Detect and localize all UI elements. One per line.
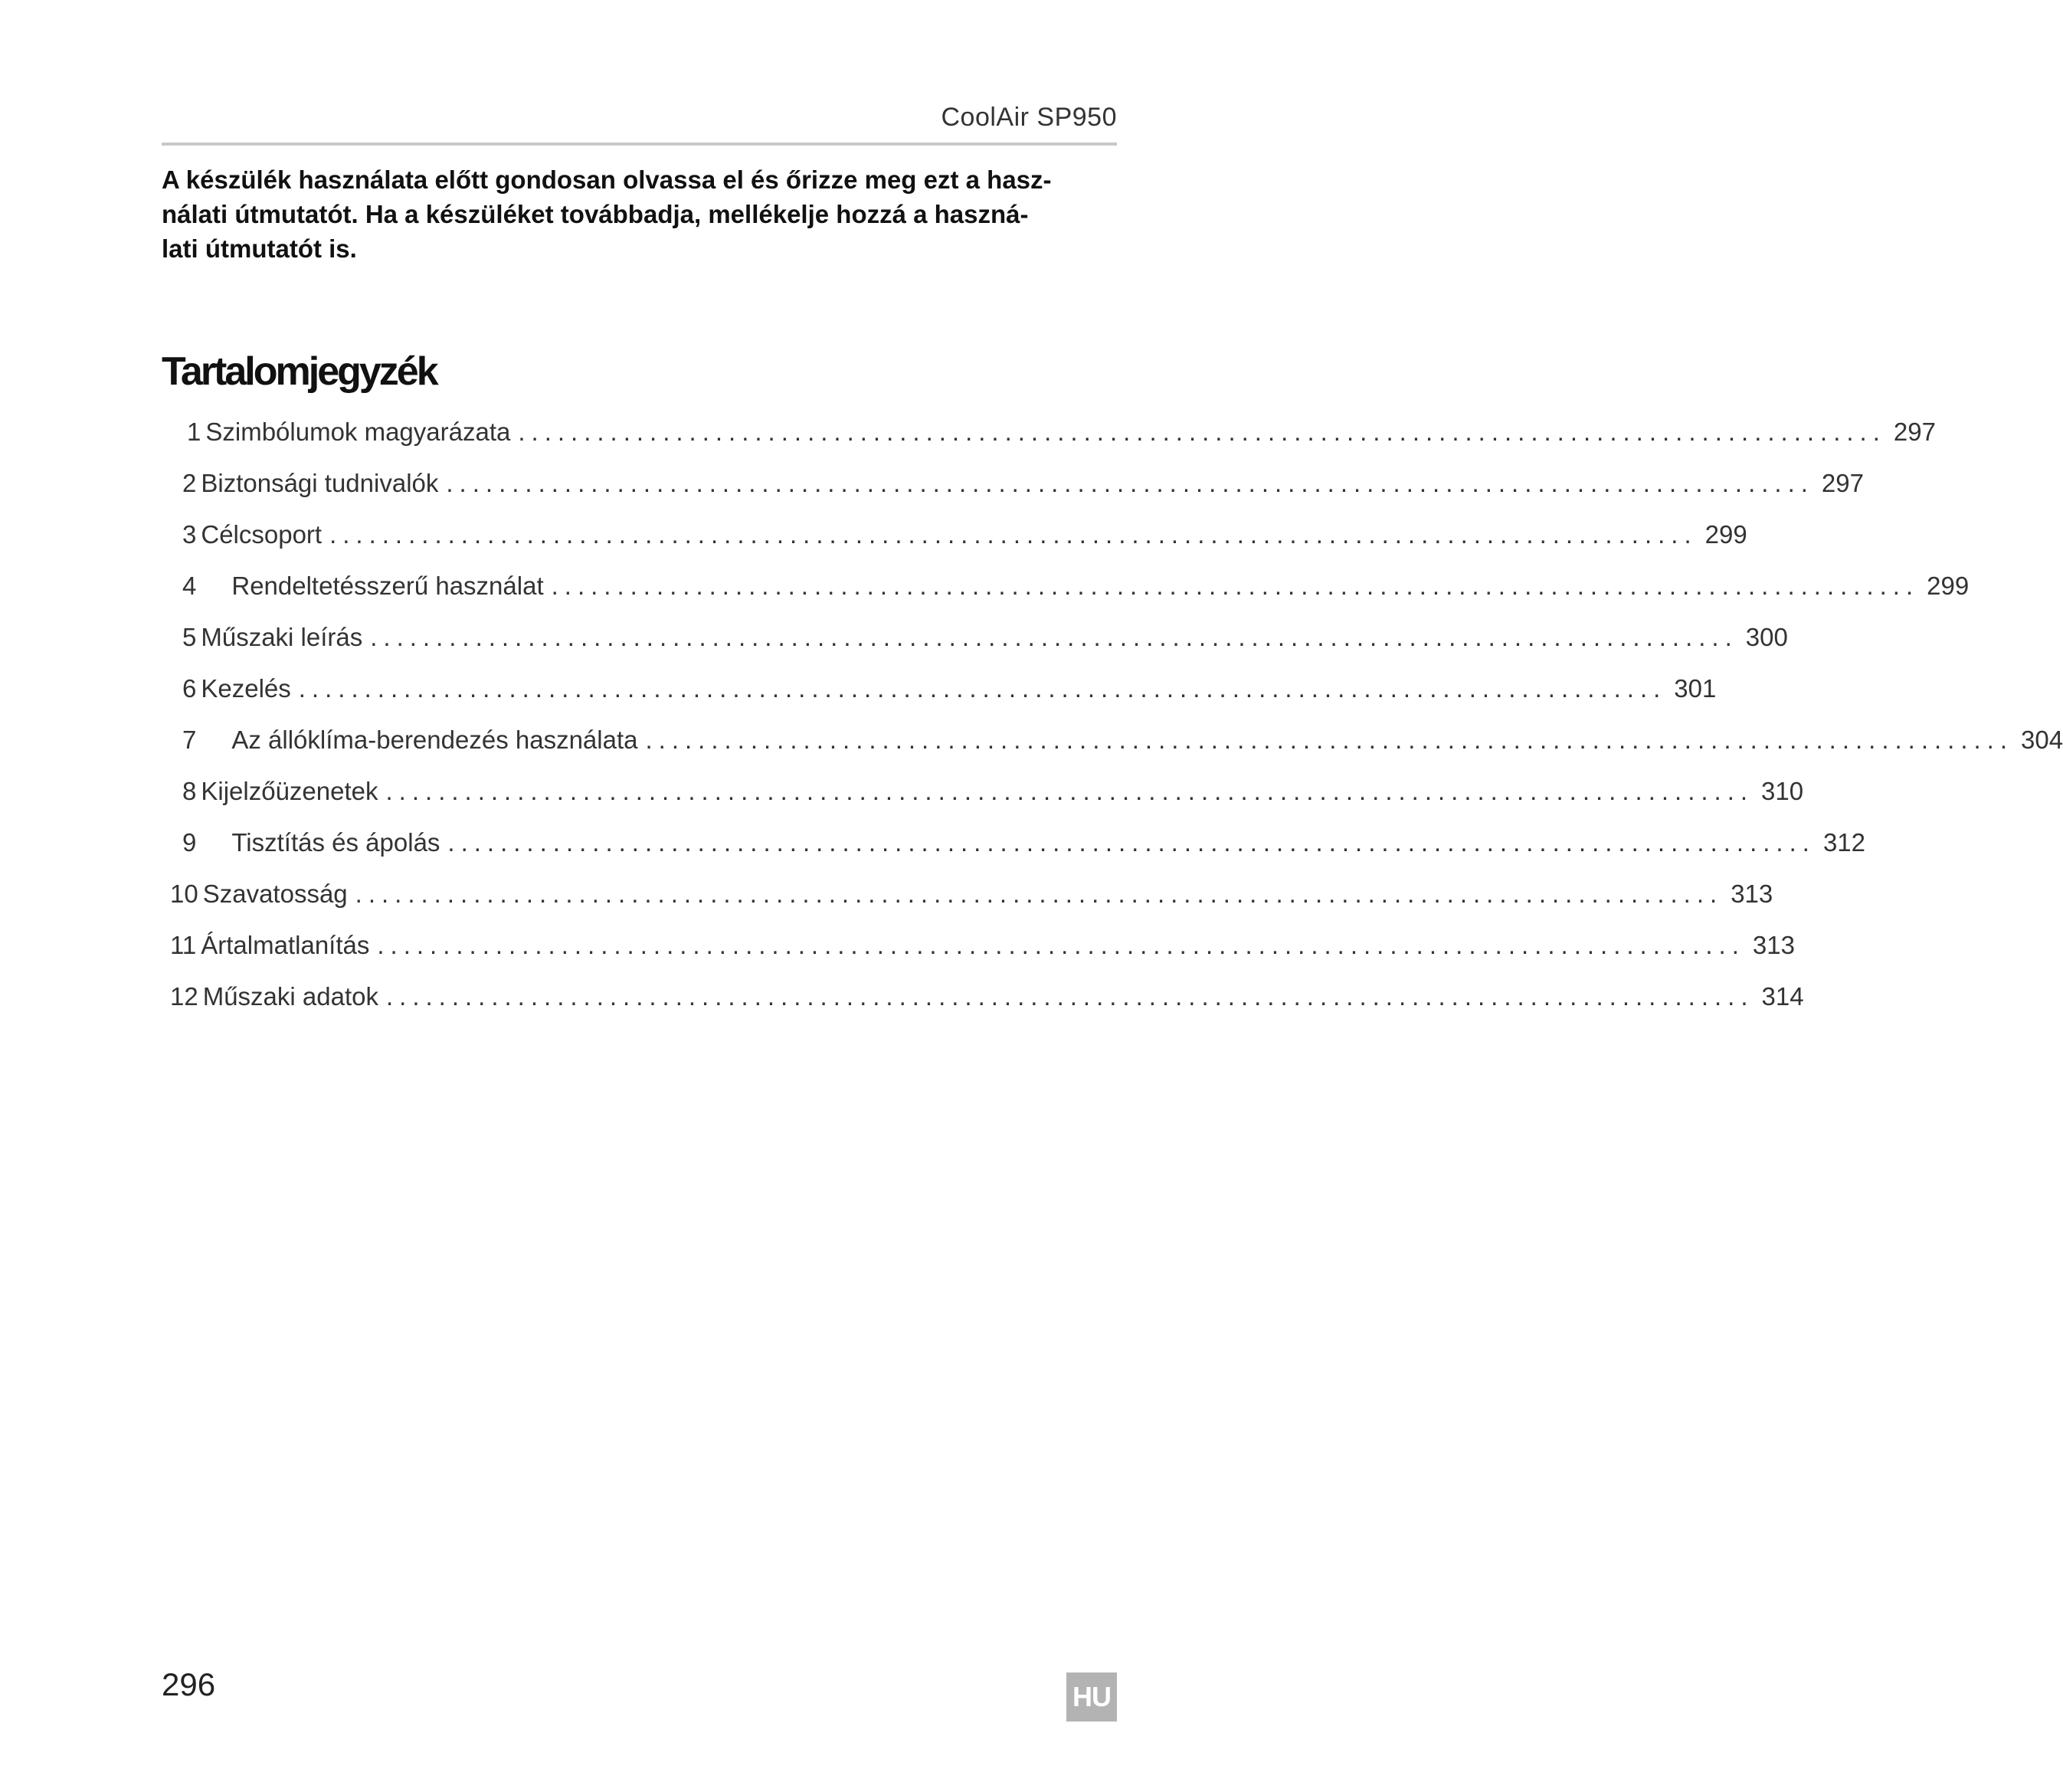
toc-title: Tartalomjegyzék [162, 349, 437, 394]
toc-entry-number: 4 [182, 572, 197, 600]
document-header-title: CoolAir SP950 [941, 103, 1117, 132]
toc-entry-number: 6 [182, 674, 197, 703]
toc-entry-label: Szavatosság [202, 880, 348, 908]
intro-line: A készülék használata előtt gondosan olvassa el és őrizze meg ezt a hasz- [162, 165, 1052, 194]
toc-entry-number: 8 [182, 777, 197, 805]
toc-entry-page: 300 [1745, 623, 1788, 651]
toc-entry-number: 5 [182, 623, 197, 651]
toc-leader-dots: ........................................................................................................ [385, 777, 1754, 805]
toc-entry[interactable] [182, 520, 1747, 557]
toc-entry-page: 304 [2021, 726, 2063, 754]
toc-entry-label: Biztonsági tudnivalók [201, 469, 439, 497]
toc-leader-dots: ........................................................................................................ [355, 880, 1724, 908]
toc-leader-dots: ........................................................................................................ [386, 982, 1754, 1011]
toc-entry[interactable] [170, 880, 1773, 916]
page-number: 296 [162, 1666, 216, 1702]
toc-entry-label: Műszaki adatok [202, 982, 378, 1011]
toc-entry-label: Kezelés [201, 674, 291, 703]
language-badge: HU [1066, 1672, 1117, 1722]
intro-line: nálati útmutatót. Ha a készüléket továbbadja, mellékelje hozzá a haszná- [162, 200, 1029, 228]
toc-leader-dots: ........................................................................................................ [370, 623, 1738, 651]
intro-line: lati útmutatót is. [162, 234, 357, 263]
toc-leader-dots: ........................................................................................................ [377, 931, 1745, 959]
toc-entry-label: Tisztítás és ápolás [231, 828, 440, 857]
toc-entry-page: 299 [1927, 572, 1970, 600]
header-divider [162, 143, 1117, 146]
toc-entry-number: 3 [182, 520, 197, 549]
toc-entry-number: 2 [182, 469, 197, 497]
toc-entry-label: Célcsoport [201, 520, 323, 549]
toc-entry-label: Kijelzőüzenetek [201, 777, 378, 805]
toc-leader-dots: ........................................................................................................ [446, 469, 1814, 497]
toc-entry-page: 297 [1821, 469, 1864, 497]
toc-entry-page: 314 [1761, 982, 1804, 1011]
toc-entry[interactable] [182, 674, 1717, 711]
toc-entry-number: 10 [170, 880, 198, 908]
toc-entry[interactable] [182, 726, 2063, 762]
toc-leader-dots: ........................................................................................................ [518, 418, 1886, 446]
intro-warning [162, 162, 1119, 266]
toc-entry-label: Az állóklíma-berendezés használata [231, 726, 638, 754]
toc-entry-page: 313 [1731, 880, 1773, 908]
toc-entry-label: Műszaki leírás [201, 623, 363, 651]
toc-entry-number: 12 [170, 982, 198, 1011]
toc-entry[interactable] [170, 931, 1795, 968]
toc-leader-dots: ........................................................................................................ [447, 828, 1816, 857]
toc-entry-page: 310 [1761, 777, 1804, 805]
toc-entry-page: 313 [1752, 931, 1795, 959]
toc-entry[interactable] [182, 623, 1788, 660]
toc-entry[interactable] [182, 572, 1970, 608]
toc-leader-dots: ........................................................................................................ [551, 572, 1920, 600]
toc-entry-number: 1 [187, 418, 201, 446]
toc-entry[interactable] [182, 777, 1804, 814]
toc-entry-label: Szimbólumok magyarázata [205, 418, 511, 446]
toc-entry[interactable] [170, 982, 1804, 1019]
toc-entry-page: 299 [1704, 520, 1747, 549]
toc-entry[interactable] [187, 418, 1936, 454]
toc-entry-page: 312 [1822, 828, 1866, 857]
toc-entry-label: Rendeltetésszerű használat [231, 572, 544, 600]
toc-entry-number: 11 [170, 931, 197, 959]
toc-entry-label: Ártalmatlanítás [201, 931, 370, 959]
toc-entry-page: 297 [1893, 418, 1936, 446]
toc-entry[interactable] [182, 828, 1866, 865]
toc-leader-dots: ........................................................................................................ [298, 674, 1667, 703]
toc-leader-dots: ........................................................................................................ [329, 520, 1698, 549]
toc-entry-page: 301 [1674, 674, 1717, 703]
toc-leader-dots: ........................................................................................................ [645, 726, 2014, 754]
toc-entry-number: 9 [182, 828, 197, 857]
toc-entry-number: 7 [182, 726, 197, 754]
toc-entry[interactable] [182, 469, 1864, 506]
